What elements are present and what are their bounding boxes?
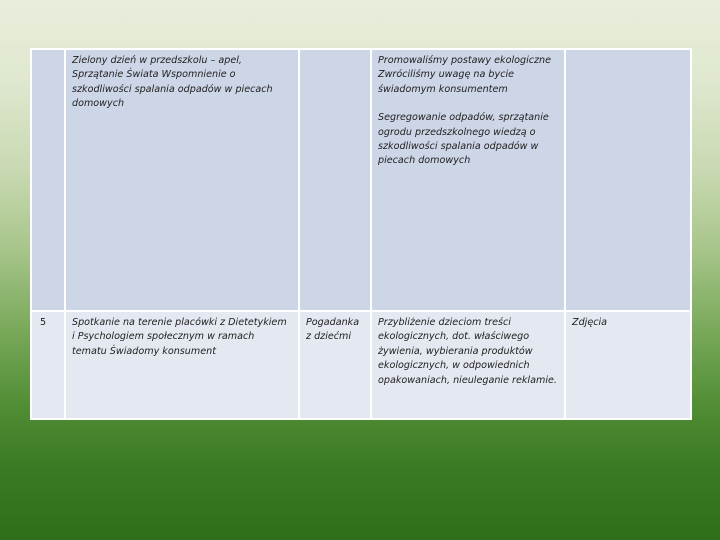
method-cell (299, 49, 371, 311)
documentation-cell (565, 49, 691, 311)
goal-text: Segregowanie odpadów, sprzątanie ogrodu przedszkolnego wiedzą o szkodliwości spalania odpadów w piecach domowych (378, 112, 549, 167)
documentation-cell: Zdjęcia (565, 311, 691, 419)
goals-cell (371, 311, 565, 419)
activity-table (30, 48, 692, 420)
row-number-cell: 5 (31, 311, 65, 419)
goals-cell (371, 49, 565, 311)
table-row (31, 49, 691, 311)
table-row (31, 311, 691, 419)
goal-text: Przybliżenie dzieciom treści ekologicznych, dot. właściwego żywienia, wybierania produktów ekologicznych, w odpowiednich opakowaniach, nieuleganie reklamie. (378, 317, 557, 386)
activity-cell: Zielony dzień w przedszkolu – apel, Sprzątanie Świata Wspomnienie o szkodliwości spalania odpadów w piecach domowych (65, 49, 299, 311)
activity-cell: Spotkanie na terenie placówki z Dietetykiem i Psychologiem społecznym w ramach tematu Świadomy konsument (65, 311, 299, 419)
row-number-cell (31, 49, 65, 311)
method-cell: Pogadanka z dziećmi (299, 311, 371, 419)
goal-text: Promowaliśmy postawy ekologiczne Zwróciliśmy uwagę na bycie świadomym konsumentem (378, 55, 552, 95)
